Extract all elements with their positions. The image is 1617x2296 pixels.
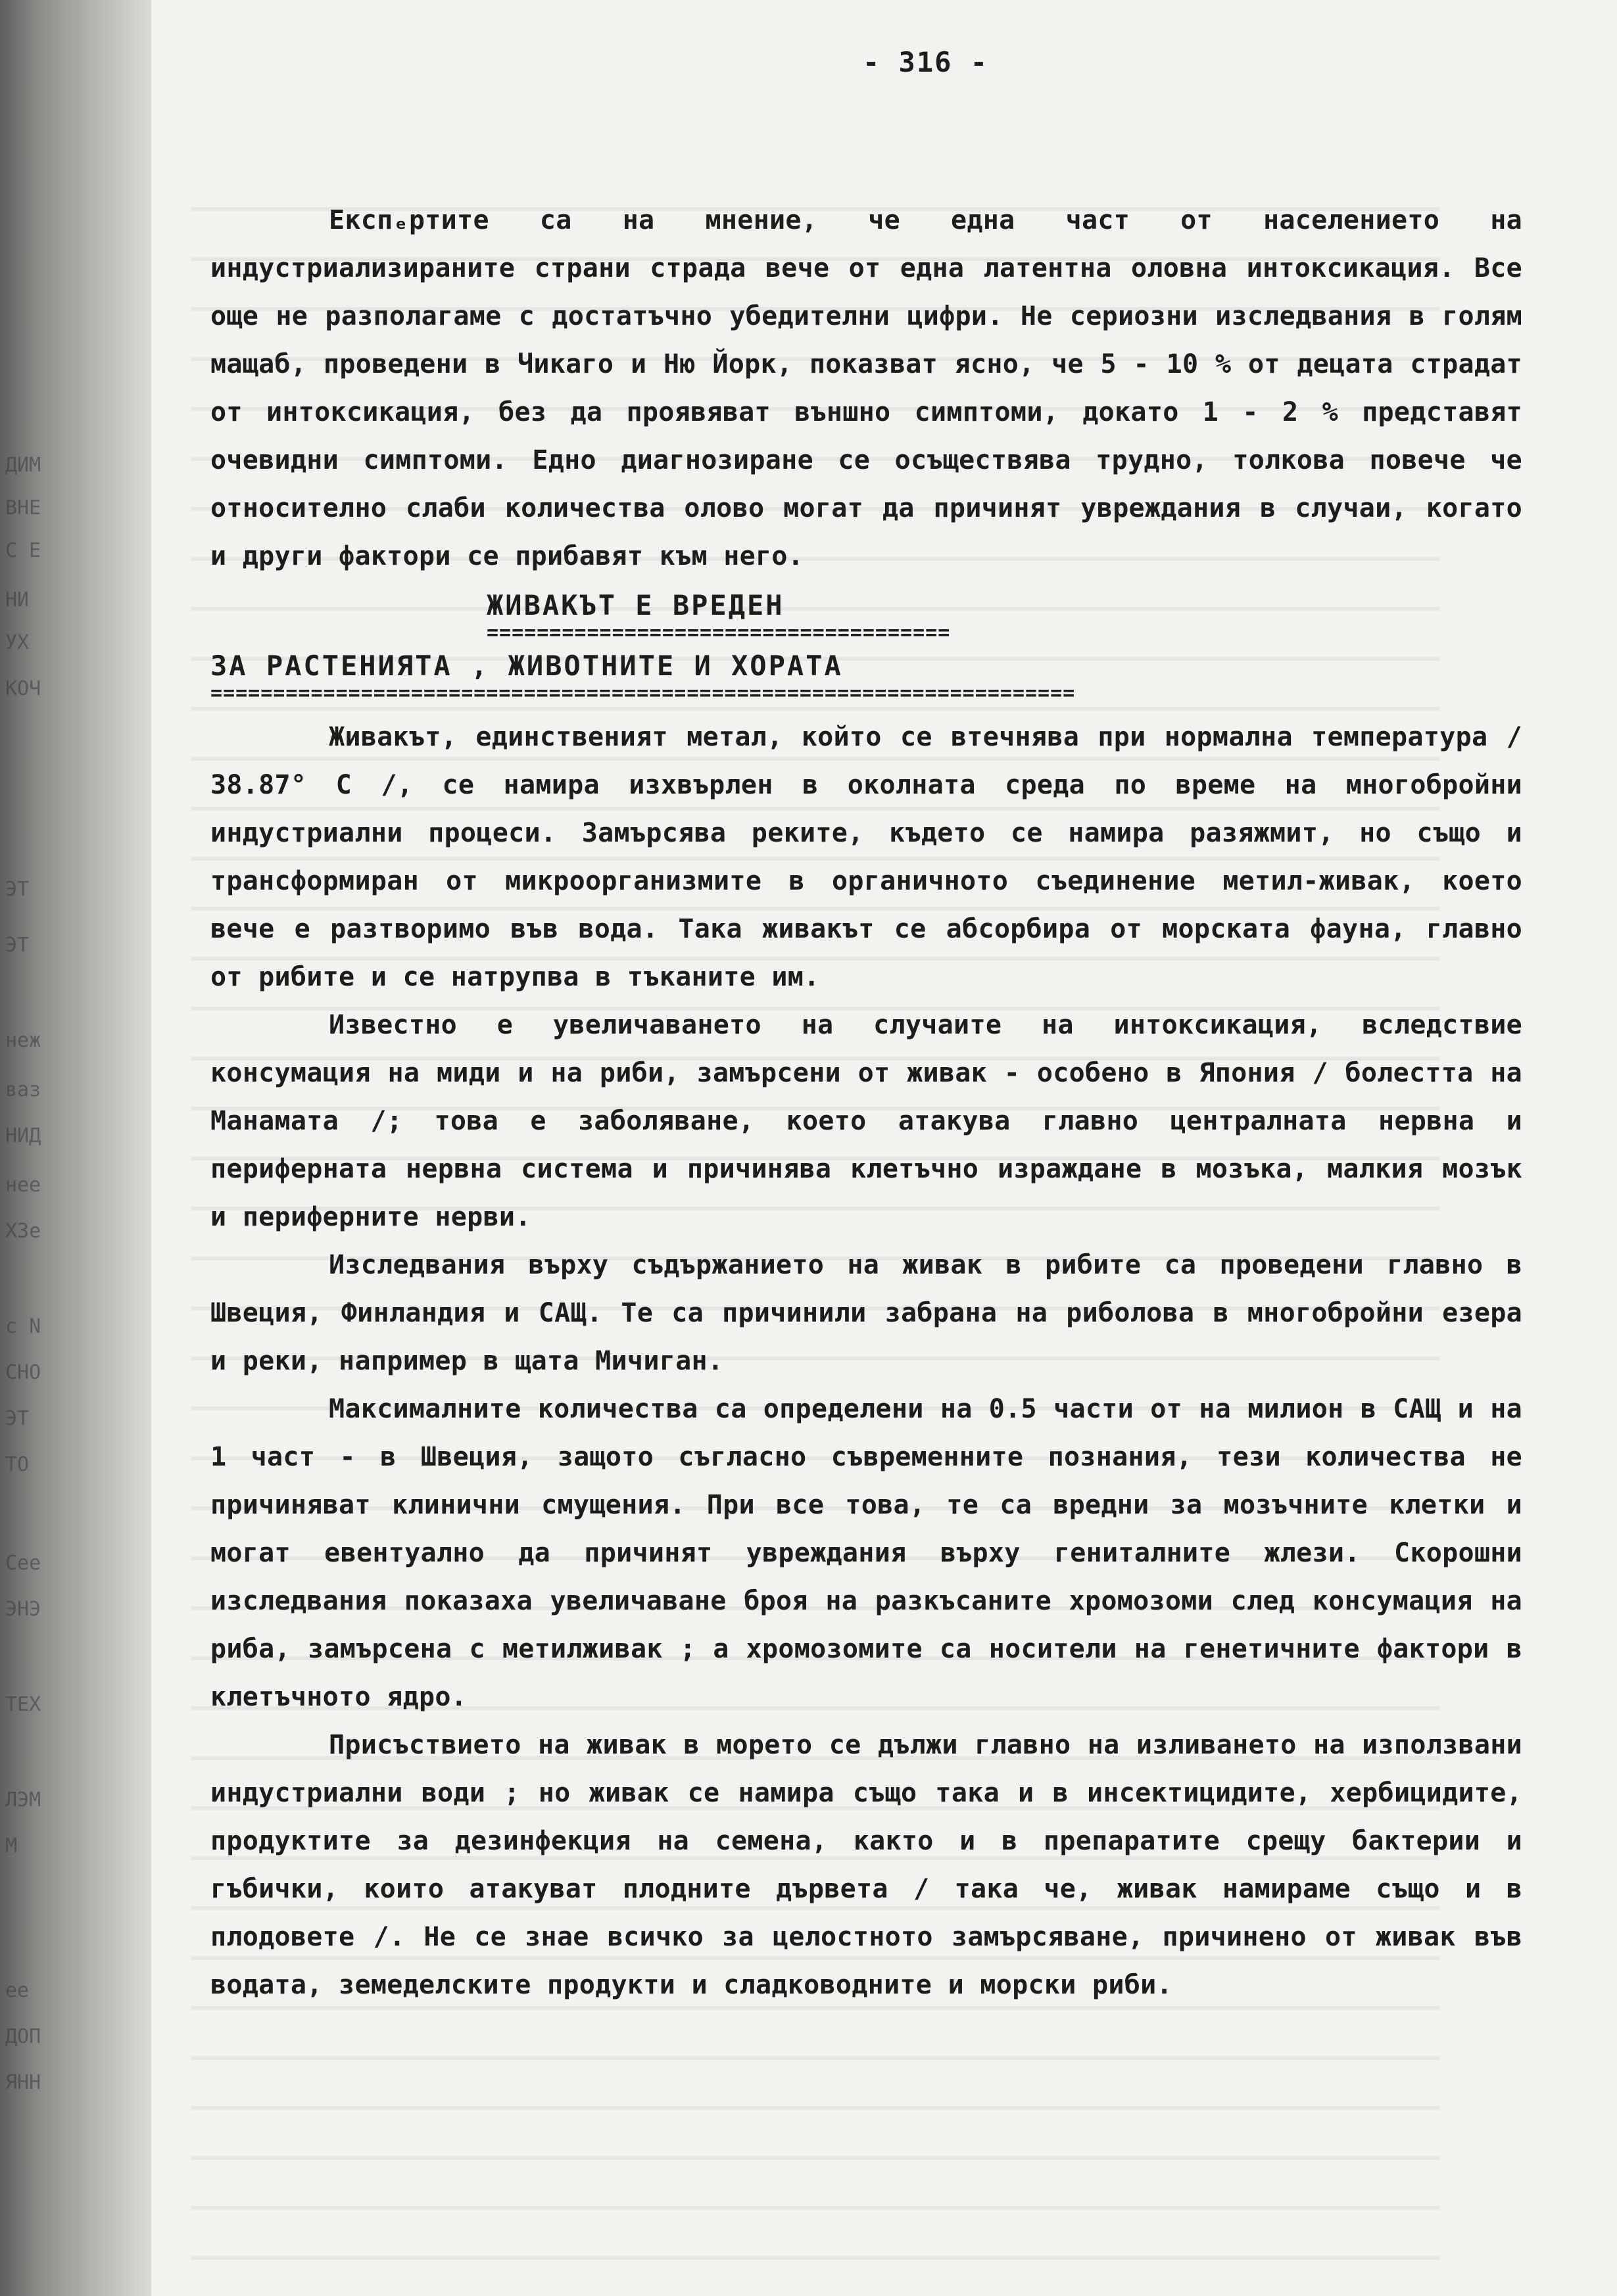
paragraph-mercury-sources: Присъствието на живак в морето се дължи главно на изливането на използвани индустриални води ; но живак се намира също така и в инсектицидите, хербицидите, продуктите за дезинфекция на семена, както и в препаратите срещу бактерии и гъбички, които атакуват плодните дървета / така че, живак намираме също и в плодовете /. Не се знае всичко за целостното замърсяване, причинено от живак във водата, земеделските продукти и сладководните и морски риби. — [210, 1730, 1522, 2000]
bleed-text: с N — [5, 1315, 41, 1338]
bleed-text: ТЕХ — [5, 1693, 41, 1716]
paragraph-mercury-metal: Живакът, единственият метал, който се втечнява при нормална температура / 38.87° С /, се намира изхвърлен в околната среда по време на многобройни индустриални процеси. Замърсява реките, където се намира разяжмит, но също и трансформиран от микроорганизмите в органичното съединение метил-живак, което вече е разтворимо във вода. Така живакът се абсорбира от морската фауна, главно от рибите и се натрупва в тъканите им. — [210, 722, 1522, 992]
bleed-text: НИ — [5, 588, 30, 611]
bleed-text: СНО — [5, 1361, 41, 1384]
bleed-text: ДОП — [5, 2025, 41, 2048]
paragraph-maximum-quantities: Максималните количества са определени на 0.5 части от на милион в САЩ и на 1 част - в Швеция, защото съгласно съвременните познания, тези количества не причиняват клинични смущения. При все това, те са вредни за мозъчните клетки и могат евентуално да причинят увреждания върху гениталните жлези. Скорошни изследвания показаха увеличаване броя на разкъсаните хромозоми след консумация на риба, замърсена с метилживак ; а хромозомите са носители на генетичните фактори в клетъчното ядро. — [210, 1394, 1522, 1712]
bleed-text: ЭТ — [5, 1407, 30, 1430]
bleed-text: Сее — [5, 1552, 41, 1575]
bleed-text: нее — [5, 1174, 41, 1197]
heading-underline-1: ===================================== — [487, 625, 951, 641]
bleed-text: ее — [5, 1979, 30, 2002]
bleed-text: УХ — [5, 631, 30, 654]
bleed-text: ЭНЭ — [5, 1598, 41, 1621]
section-heading-line-1: ЖИВАКЪТ Е ВРЕДЕН — [487, 589, 784, 621]
bleed-text: НИД — [5, 1124, 41, 1147]
paragraph-fish-research: Изследвания върху съдържанието на живак в рибите са проведени главно в Швеция, Финландия и САЩ. Те са причинили забрана на риболова в многобройни езера и реки, например в щата Мичиган. — [210, 1250, 1522, 1376]
bleed-text: М — [5, 1834, 18, 1857]
heading-underline-2: ===================================================================== — [210, 686, 1076, 702]
scanner-shadow-strip — [0, 0, 151, 2296]
paragraph-intoxication-cases: Известно е увеличаването на случаите на интоксикация, вследствие консумация на миди и на риби, замърсени от живак - особено в Япония / болестта на Манамата /; това е заболяване, което атакува главно централната нервна и периферната нервна система и причинява клетъчно израждане в мозъка, малкия мозък и периферните нерви. — [210, 1010, 1522, 1232]
paragraph-lead-intoxication: Експₑртите са на мнение, че една част от населението на индустриализираните страни страда вече от една латентна оловна интоксикация. Все още не разполагаме с достатъчно убедителни цифри. Не сериозни изследвания в голям мащаб, проведени в Чикаго и Ню Йорк, показват ясно, че 5 - 10 % от децата страдат от интоксикация, без да проявяват външно симптоми, докато 1 - 2 % представят очевидни симптоми. Едно диагнозиране се осъществява трудно, толкова повече че относително слаби количества олово могат да причинят увреждания в случаи, когато и други фактори се прибавят към него. — [210, 205, 1522, 571]
page-content — [210, 46, 1522, 2009]
bleed-text: ТО — [5, 1453, 30, 1476]
bleed-text: ВНЕ — [5, 496, 41, 519]
page-number: - 316 - — [862, 46, 988, 78]
section-heading-line-2: ЗА РАСТЕНИЯТА , ЖИВОТНИТЕ И ХОРАТА — [210, 650, 843, 682]
bleed-text: ЯНН — [5, 2071, 41, 2094]
bleed-text: ДИМ — [5, 454, 41, 477]
bleed-text: ЛЭМ — [5, 1788, 41, 1811]
bleed-text: неж — [5, 1029, 41, 1052]
bleed-text: КОЧ — [5, 677, 41, 700]
bleed-text: ХЗе — [5, 1220, 41, 1243]
bleed-text: ЭТ — [5, 934, 30, 957]
bleed-text: ЭТ — [5, 878, 30, 901]
bleed-text: С Е — [5, 539, 41, 562]
bleed-text: ваз — [5, 1078, 41, 1101]
